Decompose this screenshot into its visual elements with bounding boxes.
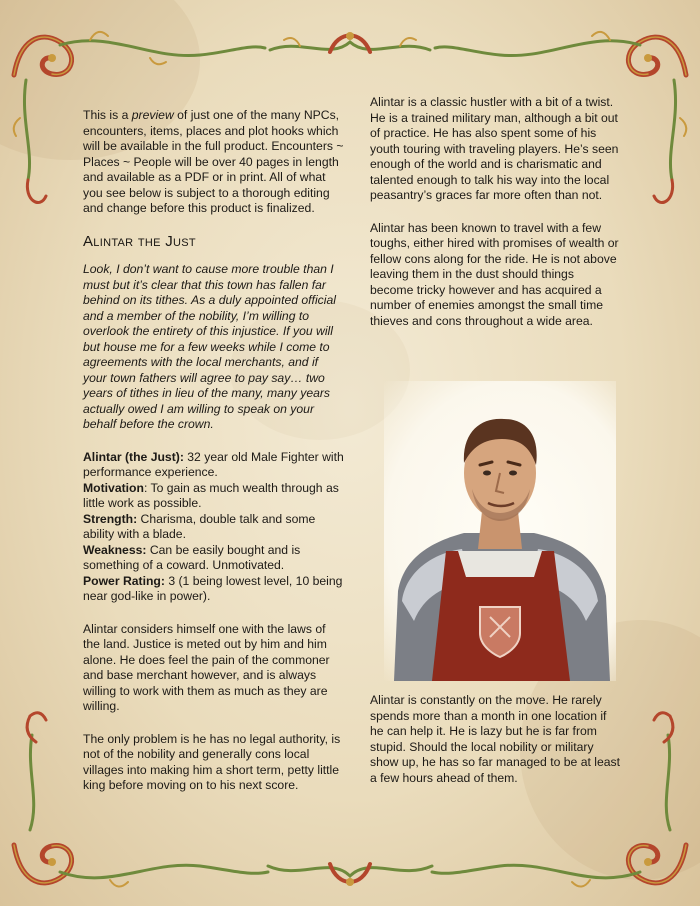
intro-emphasis: preview xyxy=(131,108,174,122)
stat-identity xyxy=(83,450,345,481)
stat-label: Weakness: xyxy=(83,542,147,557)
laws-paragraph: Alintar considers himself one with the laws of the land. Justice is meted out by him and him alone. He does feel the pain of the commoner and base merchant however, and is always willing to work with them as much as they are willing. xyxy=(83,621,330,713)
stat-motivation xyxy=(83,481,345,512)
npc-portrait xyxy=(384,381,616,681)
intro-paragraph xyxy=(83,108,345,217)
problem-paragraph: The only problem is he has no legal authority, is not of the nobility and generally cons local villages into making him a short term, petty little king before moving on to his next score. xyxy=(83,731,341,792)
top-center-flourish-icon xyxy=(270,32,430,52)
left-column xyxy=(83,108,345,811)
stat-label: Power Rating: xyxy=(83,573,165,588)
npc-heading xyxy=(83,234,345,250)
stat-value: 32 year old Male Fighter with performance experience. xyxy=(83,449,344,479)
stat-value: : To gain as much wealth through as little work as possible. xyxy=(83,480,339,510)
right-column-lower xyxy=(370,693,620,803)
npc-stat-block xyxy=(83,450,345,605)
toughs-paragraph: Alintar has been known to travel with a few toughs, either hired with promises of wealth or fellow cons along for the ride. He is not above leaving them in the dust should things become tricky however and has acquired a number of enemies amongst the small time thieves and cons throughout a wide area. xyxy=(370,220,619,328)
stat-label: Alintar (the Just): xyxy=(83,449,184,464)
stat-label: Strength: xyxy=(83,511,138,526)
stat-value: 3 (1 being lowest level, 10 being near god-like in power). xyxy=(83,573,343,603)
portrait-illustration xyxy=(384,381,616,681)
stat-label: Motivation xyxy=(83,480,144,495)
hustler-paragraph: Alintar is a classic hustler with a bit of a twist. He is a trained military man, although a bit out of practice. He has also spent some of his youth touring with traveling players. He’s seen enough of the world and is charismatic and talented enough to talk his way into the local peasantry’s graces far more often than not. xyxy=(370,95,619,202)
stat-strength xyxy=(83,512,345,543)
npc-heading-text: Alintar the Just xyxy=(83,232,196,250)
stat-power-rating xyxy=(83,574,345,605)
corner-flourish-icon xyxy=(14,845,268,887)
right-column xyxy=(370,95,620,346)
stat-value: Can be easily bought and is something of a coward. Unmotivated. xyxy=(83,542,301,572)
stat-weakness xyxy=(83,543,345,574)
move-paragraph: Alintar is constantly on the move. He rarely spends more than a month in one location if he can help it. He is lazy but he is far from stupid. Should the local nobility or military show up, he has so far managed to be at least a few hours ahead of them. xyxy=(370,693,621,785)
bottom-center-flourish-icon xyxy=(268,864,432,886)
stat-value: Charisma, double talk and some ability with a blade. xyxy=(83,511,316,541)
npc-quote: Look, I don’t want to cause more trouble than I must but it’s clear that this town has fallen far behind on its tithes. As a duly appointed official and a member of the nobility, I’m willing to overlook the entirety of this injustice. If you will but house me for a few weeks while I come to agreements with the local merchants, and if your town fathers will agree to pay say… two years of tithes in lieu of the many, many years actually owed I am willing to speak on your behalf before the crown. xyxy=(83,262,336,431)
intro-text-end: of just one of the many NPCs, encounters, items, places and plot hooks which will be available in the full product. Encounters ~ Places ~ People will be over 40 pages in length and available as a PDF or in print. All of what you see below is subject to a thorough editing and change before this product is finalized. xyxy=(83,108,344,215)
intro-text-start: This is a xyxy=(83,108,132,122)
